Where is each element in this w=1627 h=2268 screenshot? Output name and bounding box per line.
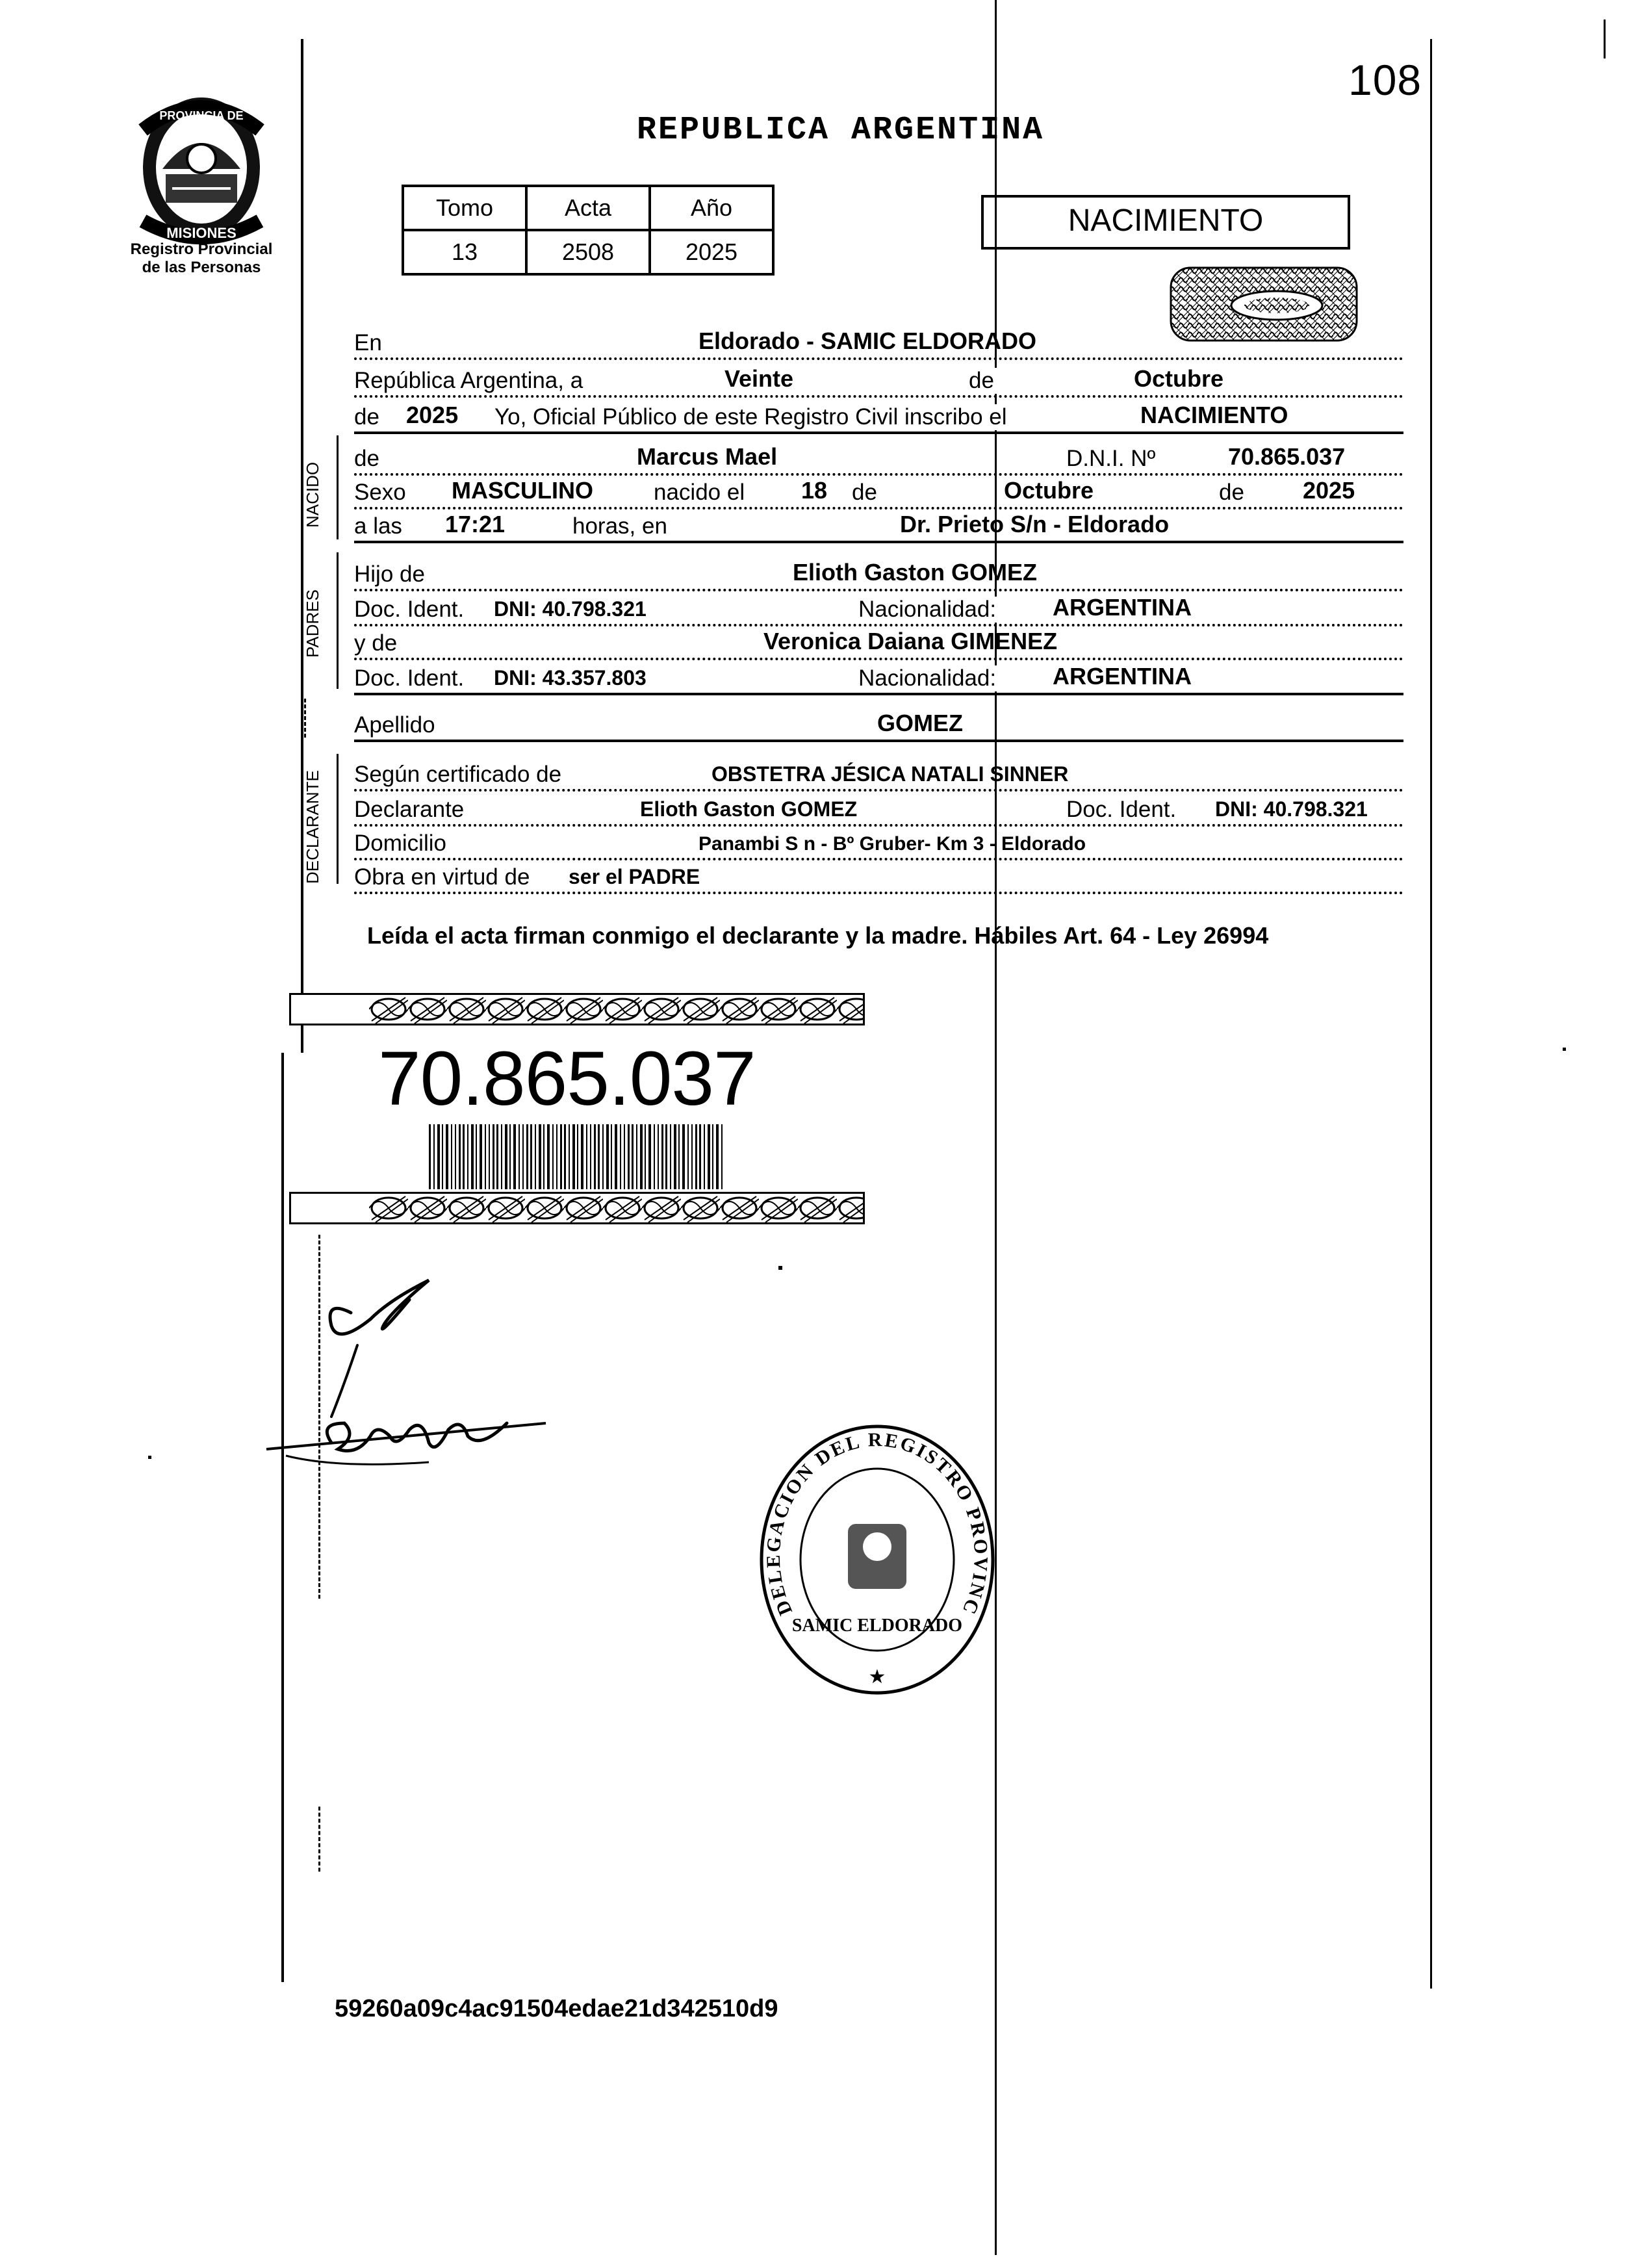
stamp-outer-text: DELEGACION DEL REGISTRO PROVINC: [762, 1429, 992, 1619]
scan-speck: [148, 1456, 151, 1459]
right-margin-line: [1430, 39, 1432, 1989]
madre-nac: ARGENTINA: [1053, 663, 1192, 689]
row-madre-doc: [354, 660, 1403, 695]
record-table-header-cell: Acta: [526, 186, 650, 230]
birth-day: 18: [801, 477, 828, 504]
apellido-value: GOMEZ: [877, 710, 963, 736]
guilloche-band-icon: [291, 1194, 863, 1222]
barcode-bar: [654, 1124, 655, 1189]
de-label-2: de: [848, 480, 881, 506]
decl-doc-value: DNI: 40.798.321: [1215, 797, 1368, 821]
barcode-bar: [509, 1124, 511, 1189]
doc-label-2: Doc. Ident.: [354, 665, 468, 691]
star-icon: ★: [868, 1666, 886, 1688]
barcode-bar: [598, 1124, 600, 1189]
en-value: Eldorado - SAMIC ELDORADO: [698, 328, 1036, 354]
padres-section-label: PADRES: [303, 589, 322, 658]
barcode-bar: [658, 1124, 659, 1189]
barcode-bar: [526, 1124, 528, 1189]
de-label: de: [965, 368, 998, 394]
security-band-bottom: [289, 1192, 865, 1224]
barcode-bar: [513, 1124, 516, 1189]
doc-label: Doc. Ident.: [354, 597, 468, 623]
corner-marks: [1604, 19, 1609, 58]
barcode-bar: [716, 1124, 719, 1189]
handwritten-signature: [260, 1397, 559, 1475]
security-band-top: [289, 993, 865, 1025]
logo-caption-line1: Registro Provincial: [130, 240, 273, 258]
barcode-bar: [577, 1124, 578, 1189]
barcode-bar: [451, 1124, 452, 1189]
barcode-bar: [640, 1124, 643, 1189]
barcode-bar: [463, 1124, 465, 1189]
barcode-bar: [535, 1124, 536, 1189]
row-sexo: [354, 474, 1403, 509]
barcode-bar: [543, 1124, 544, 1189]
barcode: [428, 1124, 728, 1189]
guilloche-band-icon: [291, 995, 863, 1024]
id-number: 70.865.037: [378, 1036, 756, 1122]
barcode-bar: [695, 1124, 697, 1189]
barcode-bar: [665, 1124, 667, 1189]
barcode-bar: [670, 1124, 671, 1189]
barcode-bar: [467, 1124, 468, 1189]
row-declarante: [354, 792, 1403, 827]
nacido-bracket: [337, 435, 339, 539]
barcode-bar: [586, 1124, 587, 1189]
domicilio-value: Panambi S n - Bº Gruber- Km 3 - Eldorado: [698, 833, 1086, 855]
nombre-value: Marcus Mael: [637, 443, 778, 470]
barcode-bar: [708, 1124, 710, 1189]
barcode-bar: [501, 1124, 502, 1189]
left-margin-line-lower: [281, 1053, 284, 1982]
tomo-value: 13: [403, 230, 526, 274]
barcode-bar: [661, 1124, 663, 1189]
row-certificado: [354, 756, 1403, 792]
barcode-bar: [485, 1124, 486, 1189]
month-value: Octubre: [1134, 365, 1224, 392]
horas-label: horas, en: [569, 513, 671, 539]
stamp-inner-text: SAMIC ELDORADO: [791, 1616, 963, 1636]
row-en: [354, 325, 1403, 360]
barcode-bar: [606, 1124, 609, 1189]
birth-year: 2025: [1303, 477, 1355, 504]
barcode-bar: [628, 1124, 630, 1189]
emblem-top-text: PROVINCIA DE: [159, 109, 244, 122]
barcode-bar: [433, 1124, 435, 1189]
barcode-bar: [712, 1124, 713, 1189]
barcode-bar: [471, 1124, 474, 1189]
left-margin-line: [301, 39, 303, 1053]
logo-caption: [97, 240, 305, 277]
nac-label-2: Nacionalidad:: [854, 665, 1000, 691]
barcode-bar: [505, 1124, 507, 1189]
acta-value: 2508: [526, 230, 650, 274]
de-label-3: de: [1215, 480, 1248, 506]
scan-speck: [1563, 1048, 1566, 1051]
barcode-bar: [704, 1124, 705, 1189]
inscribe-value: NACIMIENTO: [1140, 402, 1288, 428]
barcode-bar: [699, 1124, 701, 1189]
barcode-bar: [721, 1124, 723, 1189]
madre-doc: DNI: 43.357.803: [494, 666, 647, 689]
barcode-bar: [572, 1124, 575, 1189]
row-madre: [354, 625, 1403, 660]
year-value: 2025: [406, 402, 459, 428]
madre-value: Veronica Daiana GIMENEZ: [763, 628, 1058, 654]
certificado-label: Según certificado de: [354, 762, 565, 788]
row-apellido: [354, 707, 1403, 742]
emblem-bottom-text: MISIONES: [166, 225, 237, 241]
barcode-bar: [645, 1124, 646, 1189]
margin-dash-upper: [304, 699, 306, 738]
barcode-bar: [581, 1124, 583, 1189]
barcode-bar: [522, 1124, 524, 1189]
barcode-bar: [678, 1124, 680, 1189]
barcode-bar: [437, 1124, 440, 1189]
barcode-bar: [547, 1124, 550, 1189]
row-fecha: [354, 363, 1403, 398]
obra-label: Obra en virtud de: [354, 864, 533, 890]
record-table-values: [403, 230, 773, 274]
record-type-box: [981, 195, 1350, 250]
declarante-value: Elioth Gaston GOMEZ: [640, 797, 858, 821]
row-padre-doc: [354, 591, 1403, 626]
domicilio-label: Domicilio: [354, 831, 450, 857]
registry-stamp-icon: [754, 1417, 1001, 1703]
row-hora: [354, 508, 1403, 543]
closing-text: Leída el acta firman conmigo el declarante y la madre. Hábiles Art. 64 - Ley 26994: [367, 922, 1269, 949]
nacido-section-label: NACIDO: [303, 461, 322, 528]
apellido-label: Apellido: [354, 712, 439, 738]
row-inscripcion: [354, 399, 1403, 434]
country-title: REPUBLICA ARGENTINA: [637, 112, 1045, 149]
official-stamp: [754, 1417, 1001, 1703]
dni-label: D.N.I. Nº: [1062, 446, 1159, 472]
padres-bracket: [337, 552, 339, 689]
barcode-bar: [480, 1124, 482, 1189]
certificado-value: OBSTETRA JÉSICA NATALI SINNER: [711, 762, 1069, 786]
barcode-bar: [519, 1124, 520, 1189]
row-padre: [354, 556, 1403, 591]
sexo-label: Sexo: [354, 480, 410, 506]
barcode-bar: [459, 1124, 461, 1189]
record-type-label: NACIMIENTO: [1068, 203, 1264, 238]
padre-doc: DNI: 40.798.321: [494, 597, 647, 621]
barcode-bar: [620, 1124, 621, 1189]
barcode-bar: [564, 1124, 566, 1189]
record-table-header-cell: Año: [650, 186, 773, 230]
barcode-bar: [442, 1124, 443, 1189]
yde-label: y de: [354, 630, 401, 656]
barcode-bar: [648, 1124, 651, 1189]
lugar-value: Dr. Prieto S/n - Eldorado: [900, 511, 1170, 537]
declarante-label: Declarante: [354, 797, 468, 823]
hora-label: a las: [354, 513, 406, 539]
dni-value: 70.865.037: [1228, 443, 1346, 470]
document-hash: 59260a09c4ac91504edae21d342510d9: [335, 1995, 778, 2022]
declarante-bracket: [337, 754, 339, 884]
decl-doc-label: Doc. Ident.: [1062, 797, 1180, 823]
barcode-bar: [636, 1124, 637, 1189]
barcode-icon: [428, 1124, 728, 1189]
scan-speck: [778, 1266, 782, 1270]
oficial-text: Yo, Oficial Público de este Registro Civil inscribo el: [491, 404, 1011, 430]
anio-value: 2025: [650, 230, 773, 274]
padre-value: Elioth Gaston GOMEZ: [793, 559, 1037, 586]
obra-value: ser el PADRE: [569, 865, 700, 888]
barcode-bar: [556, 1124, 557, 1189]
barcode-bar: [624, 1124, 625, 1189]
misiones-emblem: [117, 91, 286, 247]
signature-declarant: [260, 1397, 559, 1475]
hora-value: 17:21: [445, 511, 506, 537]
margin-dash-lower: [318, 1807, 320, 1872]
barcode-bar: [552, 1124, 554, 1189]
record-table-header-cell: Tomo: [403, 186, 526, 230]
day-value: Veinte: [724, 365, 794, 392]
barcode-bar: [687, 1124, 689, 1189]
padre-nac: ARGENTINA: [1053, 594, 1192, 621]
sexo-value: MASCULINO: [452, 477, 593, 504]
barcode-bar: [429, 1124, 431, 1189]
nombre-label: de: [354, 446, 383, 472]
barcode-bar: [682, 1124, 685, 1189]
record-table-header: [403, 186, 773, 230]
barcode-bar: [496, 1124, 498, 1189]
declarante-section-label: DECLARANTE: [303, 770, 322, 884]
barcode-bar: [611, 1124, 612, 1189]
barcode-bar: [594, 1124, 596, 1189]
barcode-bar: [530, 1124, 532, 1189]
barcode-bar: [476, 1124, 477, 1189]
barcode-bar: [446, 1124, 448, 1189]
row-obra: [354, 859, 1403, 894]
barcode-bar: [455, 1124, 456, 1189]
row-nombre: [354, 441, 1403, 476]
hijo-label: Hijo de: [354, 561, 429, 587]
barcode-bar: [674, 1124, 676, 1189]
barcode-bar: [602, 1124, 604, 1189]
barcode-bar: [539, 1124, 541, 1189]
barcode-bar: [615, 1124, 617, 1189]
barcode-bar: [569, 1124, 570, 1189]
barcode-bar: [489, 1124, 490, 1189]
year-prefix: de: [354, 404, 383, 430]
logo-caption-line2: de las Personas: [142, 259, 261, 276]
republica-label: República Argentina, a: [354, 368, 587, 394]
row-domicilio: [354, 825, 1403, 860]
barcode-bar: [560, 1124, 562, 1189]
page-number: 108: [1348, 56, 1422, 104]
barcode-bar: [632, 1124, 634, 1189]
nac-label: Nacionalidad:: [854, 597, 1000, 623]
registry-logo: [117, 91, 286, 247]
nacido-label: nacido el: [650, 480, 749, 506]
barcode-bar: [590, 1124, 591, 1189]
barcode-bar: [691, 1124, 693, 1189]
en-label: En: [354, 330, 386, 356]
birth-month: Octubre: [1004, 477, 1094, 504]
record-table: [402, 185, 775, 276]
barcode-bar: [493, 1124, 494, 1189]
